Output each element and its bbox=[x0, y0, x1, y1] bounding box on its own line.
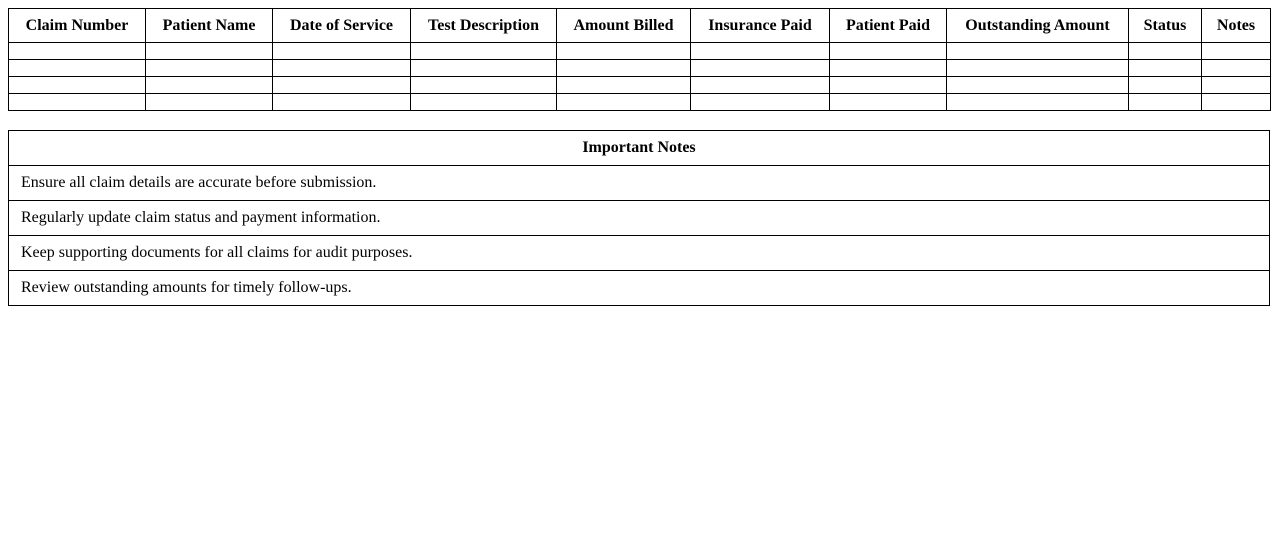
column-header-notes: Notes bbox=[1202, 9, 1271, 43]
table-cell bbox=[947, 94, 1129, 111]
important-notes-table bbox=[8, 130, 1270, 306]
column-header-outstanding-amount: Outstanding Amount bbox=[947, 9, 1129, 43]
table-row bbox=[9, 43, 1271, 60]
note-row bbox=[9, 236, 1270, 271]
important-notes-title: Important Notes bbox=[9, 131, 1270, 166]
note-row bbox=[9, 201, 1270, 236]
column-header-insurance-paid: Insurance Paid bbox=[691, 9, 830, 43]
table-cell bbox=[1129, 60, 1202, 77]
table-cell bbox=[411, 60, 557, 77]
table-cell bbox=[1202, 77, 1271, 94]
column-header-amount-billed: Amount Billed bbox=[557, 9, 691, 43]
table-cell bbox=[146, 43, 273, 60]
table-cell bbox=[830, 94, 947, 111]
table-cell bbox=[273, 43, 411, 60]
note-item: Regularly update claim status and payment information. bbox=[9, 201, 1270, 236]
column-header-patient-paid: Patient Paid bbox=[830, 9, 947, 43]
table-row bbox=[9, 60, 1271, 77]
table-cell bbox=[691, 60, 830, 77]
table-cell bbox=[1129, 77, 1202, 94]
claims-table bbox=[8, 8, 1271, 111]
table-cell bbox=[947, 60, 1129, 77]
table-cell bbox=[9, 94, 146, 111]
table-cell bbox=[691, 77, 830, 94]
table-cell bbox=[830, 43, 947, 60]
table-cell bbox=[1202, 94, 1271, 111]
table-cell bbox=[9, 43, 146, 60]
column-header-test-description: Test Description bbox=[411, 9, 557, 43]
table-cell bbox=[830, 60, 947, 77]
table-cell bbox=[947, 43, 1129, 60]
table-cell bbox=[273, 60, 411, 77]
column-header-patient-name: Patient Name bbox=[146, 9, 273, 43]
table-cell bbox=[1202, 43, 1271, 60]
column-header-date-of-service: Date of Service bbox=[273, 9, 411, 43]
table-cell bbox=[146, 60, 273, 77]
note-item: Keep supporting documents for all claims for audit purposes. bbox=[9, 236, 1270, 271]
note-item: Review outstanding amounts for timely follow-ups. bbox=[9, 271, 1270, 306]
table-cell bbox=[557, 77, 691, 94]
table-cell bbox=[411, 94, 557, 111]
table-cell bbox=[146, 94, 273, 111]
table-cell bbox=[1202, 60, 1271, 77]
table-cell bbox=[411, 43, 557, 60]
table-row bbox=[9, 77, 1271, 94]
table-cell bbox=[557, 60, 691, 77]
table-cell bbox=[557, 43, 691, 60]
table-cell bbox=[411, 77, 557, 94]
column-header-claim-number: Claim Number bbox=[9, 9, 146, 43]
table-row bbox=[9, 94, 1271, 111]
table-cell bbox=[691, 43, 830, 60]
table-cell bbox=[1129, 94, 1202, 111]
table-cell bbox=[146, 77, 273, 94]
note-row bbox=[9, 166, 1270, 201]
table-cell bbox=[273, 77, 411, 94]
table-cell bbox=[1129, 43, 1202, 60]
table-cell bbox=[691, 94, 830, 111]
table-cell bbox=[9, 77, 146, 94]
column-header-status: Status bbox=[1129, 9, 1202, 43]
claims-header-row bbox=[9, 9, 1271, 43]
note-item: Ensure all claim details are accurate before submission. bbox=[9, 166, 1270, 201]
table-cell bbox=[830, 77, 947, 94]
table-cell bbox=[273, 94, 411, 111]
table-cell bbox=[947, 77, 1129, 94]
notes-header-row bbox=[9, 131, 1270, 166]
table-cell bbox=[9, 60, 146, 77]
table-cell bbox=[557, 94, 691, 111]
note-row bbox=[9, 271, 1270, 306]
